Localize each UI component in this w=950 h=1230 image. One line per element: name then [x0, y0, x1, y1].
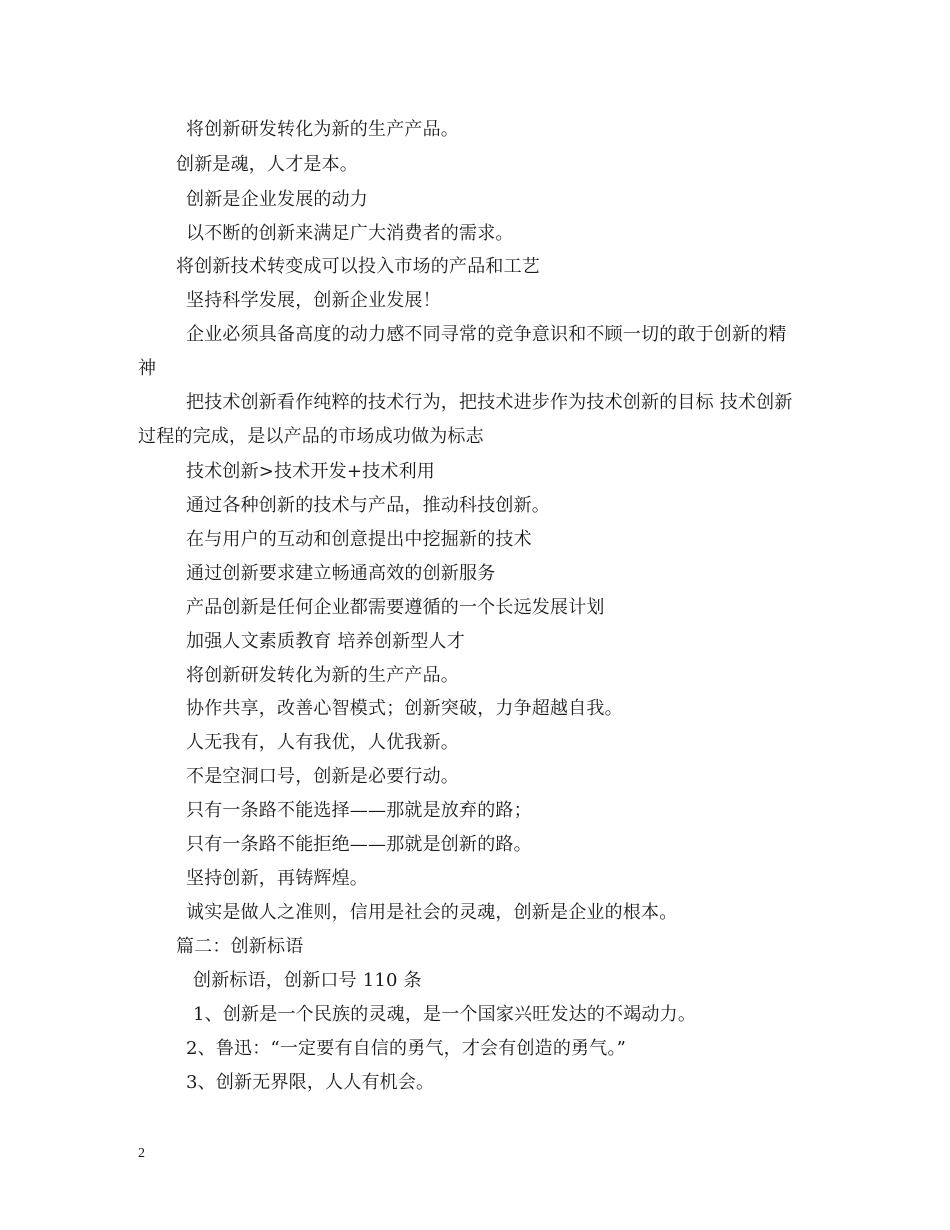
text-line: 把技术创新看作纯粹的技术行为，把技术进步作为技术创新的目标 技术创新: [186, 392, 793, 413]
text-line: 产品创新是任何企业都需要遵循的一个长远发展计划: [186, 597, 605, 618]
text-line: 神: [138, 358, 157, 379]
text-line: 只有一条路不能选择——那就是放弃的路；: [186, 800, 532, 821]
text-line: 在与用户的互动和创意提出中挖掘新的技术: [186, 529, 532, 550]
text-line: 通过各种创新的技术与产品，推动科技创新。: [186, 495, 550, 516]
text-line: 将创新研发转化为新的生产产品。: [186, 665, 459, 686]
text-line: 以不断的创新来满足广大消费者的需求。: [186, 223, 514, 244]
list-item: 1、创新是一个民族的灵魂，是一个国家兴旺发达的不竭动力。: [193, 1004, 697, 1025]
text-line: 创新是企业发展的动力: [186, 189, 368, 210]
section-heading: 篇二：创新标语: [176, 936, 304, 957]
text-line: 通过创新要求建立畅通高效的创新服务: [186, 563, 496, 584]
text-line: 技术创新>技术开发+技术利用: [186, 461, 435, 482]
list-item: 2、鲁迅：“一定要有自信的勇气，才会有创造的勇气。”: [186, 1038, 627, 1059]
text-line: 过程的完成，是以产品的市场成功做为标志: [138, 426, 484, 447]
text-line: 创新是魂，人才是本。: [176, 154, 358, 175]
text-line: 人无我有，人有我优，人优我新。: [186, 732, 459, 753]
text-line: 只有一条路不能拒绝——那就是创新的路。: [186, 834, 532, 855]
text-line: 创新标语，创新口号 110 条: [193, 970, 422, 991]
text-line: 企业必须具备高度的动力感不同寻常的竞争意识和不顾一切的敢于创新的精: [186, 324, 787, 345]
list-item: 3、创新无界限，人人有机会。: [186, 1072, 435, 1093]
text-line: 坚持科学发展，创新企业发展！: [186, 290, 441, 311]
text-line: 加强人文素质教育 培养创新型人才: [186, 631, 465, 652]
text-line: 将创新研发转化为新的生产产品。: [186, 119, 459, 140]
text-line: 将创新技术转变成可以投入市场的产品和工艺: [176, 256, 540, 277]
text-line: 不是空洞口号，创新是必要行动。: [186, 766, 459, 787]
page-number: 2: [138, 1146, 145, 1161]
text-line: 诚实是做人之准则，信用是社会的灵魂，创新是企业的根本。: [186, 902, 678, 923]
text-line: 协作共享，改善心智模式；创新突破，力争超越自我。: [186, 698, 623, 719]
text-line: 坚持创新，再铸辉煌。: [186, 868, 368, 889]
